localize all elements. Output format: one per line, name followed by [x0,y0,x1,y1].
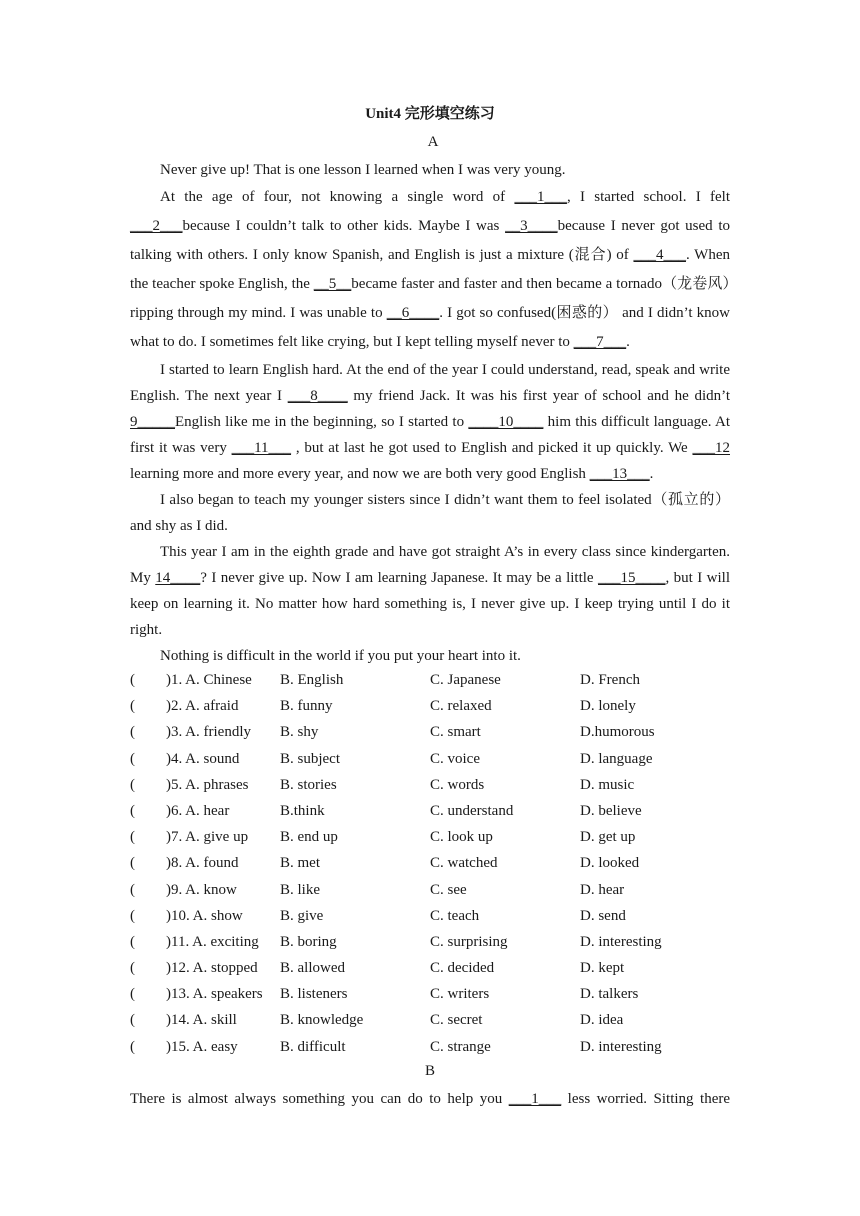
option-d: D. music [580,776,635,793]
option-c: C. smart [430,724,481,741]
passage-text: , I started school. I felt [566,189,731,205]
passage-text: English like me in the beginning, so I started to [175,414,469,430]
passage-text: There is almost always something you can do to help you [130,1091,509,1107]
answer-paren: ( [130,933,135,950]
question-row [130,719,750,745]
answer-paren: ( [130,986,135,1003]
answer-blank: ___11___ [231,440,292,456]
question-row [130,798,750,824]
passage-text: learning more and more every year, and now we are both very good English [130,466,590,482]
passage-text: Nothing is difficult in the world if you put your heart into it. [160,648,521,664]
option-a: )14. A. skill [166,1012,237,1029]
option-b: B. subject [280,750,340,767]
option-a: )5. A. phrases [166,776,249,793]
option-b: B.think [280,802,325,819]
answer-blank: __5__ [313,276,352,292]
answer-blank: ___7___ [573,334,627,350]
option-c: C. strange [430,1038,491,1055]
option-d: D. send [580,907,626,924]
answer-paren: ( [130,724,135,741]
option-a: )4. A. sound [166,750,240,767]
passage-text: my friend Jack. It was his first year of school and he didn’t [347,388,731,404]
passage-text: ? I never give up. Now I am learning Japanese. It may be a little [200,570,599,586]
option-d: D. talkers [580,986,639,1003]
option-c: C. words [430,776,485,793]
answer-paren: ( [130,750,135,767]
answer-blank: ___15____ [598,570,666,586]
passage-a [130,157,730,669]
passage-b [130,1086,730,1112]
passage-text: . [626,334,630,350]
answer-blank: ___12 [692,440,730,456]
option-a: )3. A. friendly [166,724,251,741]
question-row [130,693,750,719]
option-c: C. voice [430,750,480,767]
answer-blank: __3____ [505,218,558,234]
page-title: Unit4 完形填空练习 [365,106,495,122]
option-d: D. interesting [580,1038,662,1055]
question-row [130,772,750,798]
answer-paren: ( [130,776,135,793]
question-row [130,1034,750,1060]
option-d: D. believe [580,802,642,819]
question-row [130,903,750,929]
option-b: B. shy [280,724,319,741]
option-b: B. allowed [280,960,345,977]
passage-text: I also began to teach my younger sisters since I didn’t want them to feel isolated（孤立的）and shy as I did. [130,492,730,534]
question-row [130,877,750,903]
answer-paren: ( [130,881,135,898]
passage-text: him this difficult language. At first it was very [130,414,730,456]
answer-paren: ( [130,802,135,819]
answer-blank: __6____ [386,305,440,321]
option-d: D. French [580,672,640,688]
answer-paren: ( [130,1012,135,1029]
passage-text: . I got so confused(困惑的） and I didn’t know what to do. I sometimes felt like crying, but I kept telling myself never to [130,305,730,350]
option-a: )9. A. know [166,881,237,898]
answer-blank: ____10____ [468,414,544,430]
question-row [130,955,750,981]
option-b: B. boring [280,933,337,950]
paragraph [130,643,730,669]
option-c: C. secret [430,1012,483,1029]
passage-text: , but at last he got used to English and picked it up quickly. We [291,440,693,456]
option-a: )7. A. give up [166,829,249,846]
option-c: C. Japanese [430,672,501,688]
passage-text: became faster and faster and then became a tornado（龙卷风）ripping through my mind. I was unable to [130,276,730,321]
option-a: )15. A. easy [166,1038,238,1055]
option-c: C. relaxed [430,698,492,715]
option-a: )10. A. show [166,907,243,924]
option-a: )13. A. speakers [166,986,263,1003]
option-b: B. stories [280,776,337,793]
question-row [130,981,750,1007]
answer-blank: ___4___ [633,247,686,263]
option-c: C. see [430,881,467,898]
answer-blank: ___8____ [287,388,348,404]
passage-text: less worried. Sitting there [561,1091,731,1107]
option-c: C. watched [430,855,498,872]
option-d: D. looked [580,855,640,872]
option-c: C. teach [430,907,480,924]
option-d: D. get up [580,829,636,846]
section-b-heading: B [424,1063,435,1079]
option-b: B. met [280,855,320,872]
option-c: C. writers [430,986,490,1003]
option-d: D. hear [580,881,625,898]
paragraph [130,157,730,183]
option-c: C. understand [430,802,514,819]
answer-blank: ___2___ [130,218,183,234]
question-row [130,824,750,850]
option-a: )1. A. Chinese [166,672,252,688]
passage-text: I started to learn English hard. At the end of the year I could understand, read, speak and write English. The next year I [130,362,730,404]
option-c: C. surprising [430,933,508,950]
question-row [130,850,750,876]
question-list [130,667,750,1060]
passage-text: , but I will keep on learning it. No matter how hard something is, I never give up. I keep trying until I do it right. [130,570,731,638]
option-a: )12. A. stopped [166,960,258,977]
option-b: B. difficult [280,1038,346,1055]
passage-text: At the age of four, not knowing a single word of [160,189,515,205]
option-b: B. funny [280,698,333,715]
option-a: )2. A. afraid [166,698,239,715]
option-d: D. interesting [580,933,662,950]
passage-text: because I couldn’t talk to other kids. Maybe I was [182,218,506,234]
passage-text: This year I am in the eighth grade and have got straight A’s in every class since kindergarten. My [130,544,730,586]
option-d: D.humorous [580,724,655,741]
option-d: D. lonely [580,698,636,715]
question-row [130,667,750,693]
option-b: B. give [280,907,324,924]
option-c: C. look up [430,829,493,846]
option-b: B. like [280,881,320,898]
answer-paren: ( [130,1038,135,1055]
answer-blank: ___1___ [514,189,567,205]
option-d: D. language [580,750,653,767]
answer-paren: ( [130,960,135,977]
option-a: )11. A. exciting [166,933,259,950]
option-d: D. idea [580,1012,624,1029]
section-a-heading: A [427,134,439,150]
passage-text: . [649,466,654,482]
paragraph [130,357,730,487]
paragraph [130,183,730,357]
answer-blank: 14____ [155,570,201,586]
option-c: C. decided [430,960,495,977]
question-row [130,1007,750,1033]
question-row [130,929,750,955]
paragraph [130,539,730,643]
answer-paren: ( [130,907,135,924]
answer-paren: ( [130,698,135,715]
passage-text: . When the teacher spoke English, the [130,247,730,292]
passage-text: Never give up! That is one lesson I learned when I was very young. [160,162,566,178]
answer-blank: ___13___ [589,466,650,482]
answer-paren: ( [130,672,135,688]
answer-blank: ___1___ [508,1091,562,1107]
option-b: B. knowledge [280,1012,364,1029]
paragraph [130,487,730,539]
option-a: )6. A. hear [166,802,230,819]
answer-paren: ( [130,829,135,846]
answer-paren: ( [130,855,135,872]
option-b: B. listeners [280,986,348,1003]
option-d: D. kept [580,960,625,977]
option-a: )8. A. found [166,855,239,872]
option-b: B. English [280,672,344,688]
question-row [130,746,750,772]
option-b: B. end up [280,829,338,846]
passage-text: because I never got used to talking with others. I only know Spanish, and English is just a mixture (混合) of [130,218,730,263]
answer-blank: 9_____ [130,414,175,430]
